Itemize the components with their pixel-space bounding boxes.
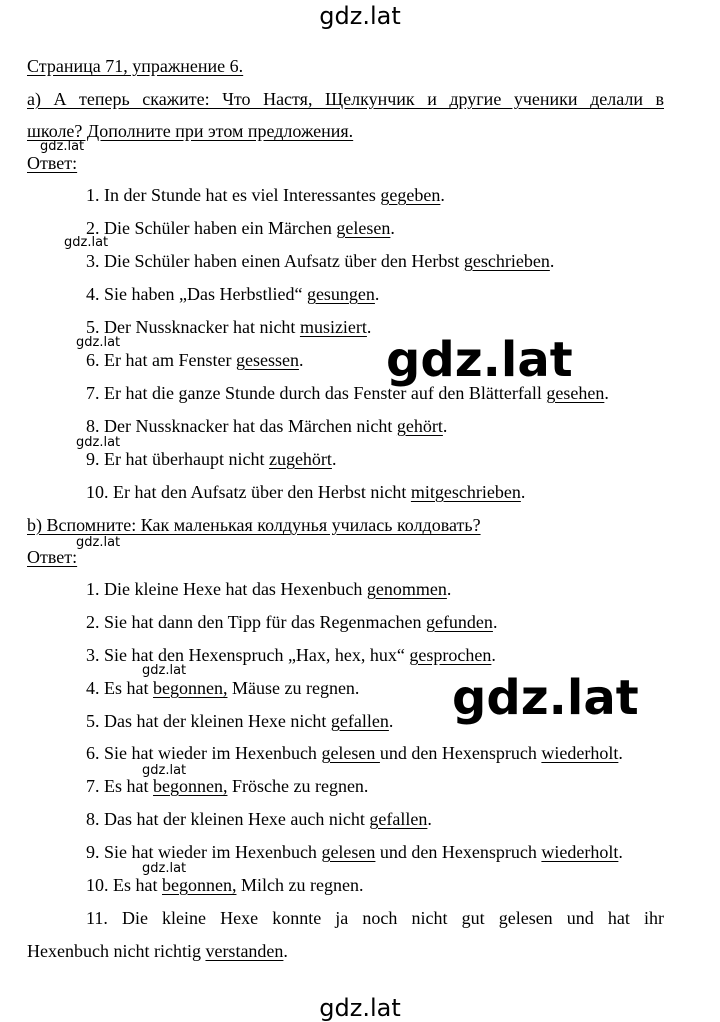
page-header: Страница 71, упражнение 6. xyxy=(27,56,244,76)
watermark-small: gdz.lat xyxy=(142,763,187,778)
item-text: 9. Sie hat wieder im Hexenbuch xyxy=(86,842,322,862)
watermark-small: gdz.lat xyxy=(64,235,109,250)
answer-word: musiziert xyxy=(299,317,367,337)
item-text: . xyxy=(440,185,445,205)
watermark-small: gdz.lat xyxy=(142,663,187,678)
item-text: 7. Es hat xyxy=(86,776,153,796)
watermark-small: gdz.lat xyxy=(76,535,121,550)
item-text: . xyxy=(442,416,448,436)
answer-word: gesprochen xyxy=(409,645,492,665)
item-text: 10. Es hat xyxy=(86,875,162,895)
item-text: 1. Die kleine Hexe hat das Hexenbuch xyxy=(86,579,367,599)
watermark-bottom: gdz.lat xyxy=(319,994,401,1022)
part-b-answer-label: Ответ: xyxy=(27,547,78,567)
item-text: und den Hexenspruch xyxy=(375,842,542,862)
answer-word: gesehen xyxy=(546,383,605,403)
item-text: 4. Sie haben „Das Herbstlied“ xyxy=(86,284,307,304)
part-b-item-11-line1: 11. Die kleine Hexe konnte ja noch nicht gut gelesen und hat ihr xyxy=(86,908,664,928)
part-b-item-5 xyxy=(86,710,393,732)
part-a-item-10 xyxy=(86,481,525,503)
answer-word: begonnen, xyxy=(153,776,228,796)
item-text: Hexenbuch nicht richtig xyxy=(27,941,206,961)
part-a-item-9 xyxy=(86,448,336,470)
answer-word: gefunden xyxy=(425,612,493,632)
part-b-item-2 xyxy=(86,611,497,633)
part-a-item-1 xyxy=(86,184,445,206)
item-text: 2. Die Schüler haben ein Märchen xyxy=(86,218,337,238)
item-text: . xyxy=(618,842,623,862)
answer-word: wiederholt xyxy=(541,743,619,763)
answer-word: wiederholt xyxy=(541,842,619,862)
item-text: Milch zu regnen. xyxy=(236,875,364,895)
part-a-item-7 xyxy=(86,382,609,404)
item-text: . xyxy=(390,218,395,238)
part-b-item-3 xyxy=(86,644,496,666)
part-b-item-6 xyxy=(86,742,623,764)
item-text: 7. Er hat die ganze Stunde durch das Fenster auf den Blätterfall xyxy=(86,383,547,403)
answer-word: gegeben xyxy=(380,185,441,205)
item-text: Frösche zu regnen. xyxy=(227,776,369,796)
answer-word: zugehört xyxy=(268,449,332,469)
part-a-question-line1: а) А теперь скажите: Что Настя, Щелкунчик и другие ученики делали в xyxy=(27,89,664,109)
answer-word: gesungen xyxy=(306,284,375,304)
part-a-item-6 xyxy=(86,349,303,371)
answer-word: gehört xyxy=(396,416,443,436)
item-text: . xyxy=(374,284,380,304)
item-text: . xyxy=(618,743,623,763)
answer-word: begonnen, xyxy=(162,875,237,895)
part-b-item-11-line2 xyxy=(27,940,288,962)
item-text: . xyxy=(520,482,526,502)
item-text: 4. Es hat xyxy=(86,678,153,698)
item-text: und den Hexenspruch xyxy=(379,743,542,763)
item-text: . xyxy=(388,711,394,731)
item-text: 8. Das hat der kleinen Hexe auch nicht xyxy=(86,809,370,829)
part-a-item-4 xyxy=(86,283,379,305)
item-text: 2. Sie hat dann den Tipp für das Regenmachen xyxy=(86,612,426,632)
part-b-item-9 xyxy=(86,841,623,863)
watermark-small: gdz.lat xyxy=(76,335,121,350)
part-a-item-2 xyxy=(86,217,395,239)
answer-word: gelesen xyxy=(336,218,391,238)
watermark-large-2: gdz.lat xyxy=(452,670,639,726)
item-text: . xyxy=(549,251,555,271)
part-b-item-1 xyxy=(86,578,451,600)
part-b-item-7 xyxy=(86,775,368,797)
item-text: 8. Der Nussknacker hat das Märchen nicht xyxy=(86,416,397,436)
item-text: 5. Das hat der kleinen Hexe nicht xyxy=(86,711,331,731)
watermark-large-1: gdz.lat xyxy=(386,332,573,388)
answer-word: begonnen, xyxy=(153,678,228,698)
item-text: Mäuse zu regnen. xyxy=(227,678,360,698)
answer-word: verstanden xyxy=(205,941,284,961)
answer-word: geschrieben xyxy=(463,251,550,271)
answer-word: genommen xyxy=(366,579,447,599)
item-text: 3. Die Schüler haben einen Aufsatz über den Herbst xyxy=(86,251,464,271)
part-b-item-8 xyxy=(86,808,432,830)
item-text: . xyxy=(604,383,609,403)
part-b-item-4 xyxy=(86,677,359,699)
answer-word: gelesen xyxy=(321,842,376,862)
item-text: . xyxy=(298,350,304,370)
part-a-item-8 xyxy=(86,415,447,437)
part-a-item-3 xyxy=(86,250,554,272)
item-text: . xyxy=(283,941,288,961)
item-text: 6. Er hat am Fenster xyxy=(86,350,236,370)
part-b-question: b) Вспомните: Как маленькая колдунья училась колдовать? xyxy=(27,515,481,535)
item-text: 9. Er hat überhaupt nicht xyxy=(86,449,269,469)
answer-word: mitgeschrieben xyxy=(410,482,521,502)
watermark-small: gdz.lat xyxy=(142,861,187,876)
item-text: 6. Sie hat wieder im Hexenbuch xyxy=(86,743,322,763)
item-text: 1. In der Stunde hat es viel Interessantes xyxy=(86,185,381,205)
item-text: . xyxy=(491,645,496,665)
watermark-small: gdz.lat xyxy=(40,139,85,154)
item-text: . xyxy=(366,317,372,337)
answer-word: gefallen xyxy=(369,809,428,829)
answer-word: gelesen xyxy=(321,743,380,763)
item-text: . xyxy=(331,449,337,469)
part-a-question-line2: школе? Дополните при этом предложения. xyxy=(27,121,354,141)
item-text: . xyxy=(427,809,432,829)
item-text: . xyxy=(492,612,498,632)
part-b-item-10 xyxy=(86,874,363,896)
part-a-answer-label: Ответ: xyxy=(27,153,78,173)
item-text: 5. Der Nussknacker hat nicht xyxy=(86,317,300,337)
part-a-item-5 xyxy=(86,316,371,338)
item-text: 3. Sie hat den Hexenspruch „Hax, hex, hux“ xyxy=(86,645,410,665)
item-text: 10. Er hat den Aufsatz über den Herbst nicht xyxy=(86,482,411,502)
item-text: . xyxy=(446,579,452,599)
answer-word: gefallen xyxy=(330,711,389,731)
answer-word: gesessen xyxy=(235,350,299,370)
watermark-small: gdz.lat xyxy=(76,435,121,450)
watermark-top: gdz.lat xyxy=(319,2,401,30)
